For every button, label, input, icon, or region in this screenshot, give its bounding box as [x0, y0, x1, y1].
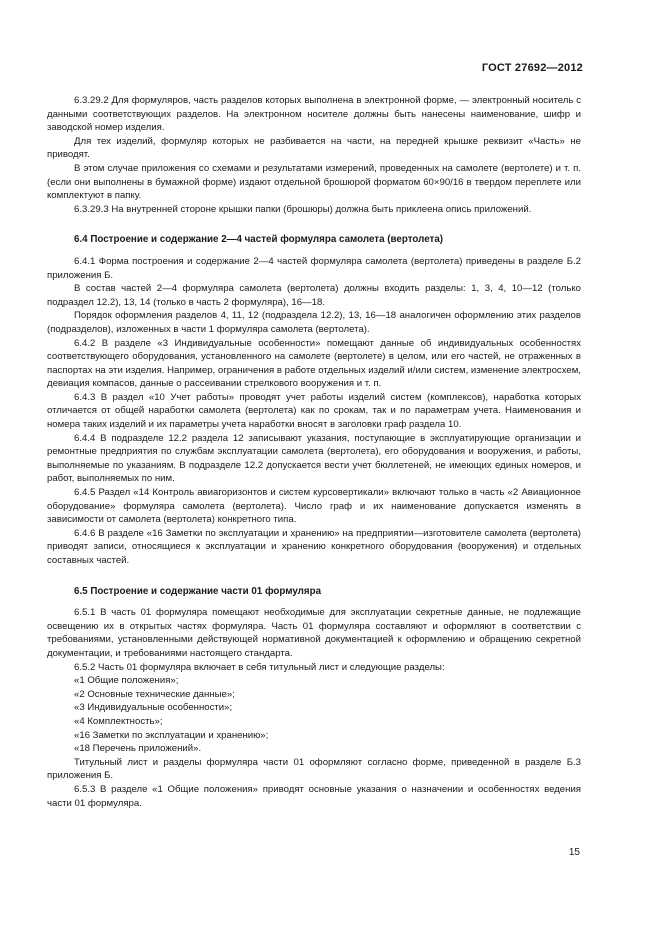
list-item: «18 Перечень приложений». [74, 743, 202, 755]
paragraph: Титульный лист и разделы формуляра части 01 оформляют согласно форме, приведенной в разделе Б.3 приложения Б. [47, 756, 581, 782]
document-code: ГОСТ 27692—2012 [481, 62, 583, 74]
paragraph: 6.3.29.2 Для формуляров, часть разделов которых выполнена в электронной форме, — электронный носитель с данными соответствующих разделов. На электронном носителе должны быть нанесены наименование, шифр и заводской номер изделия. [47, 95, 581, 134]
spacer [47, 568, 581, 585]
paragraph: Для тех изделий, формуляр которых не разбивается на части, на передней крышке реквизит «Часть» не приводят. [47, 135, 581, 161]
paragraph: Порядок оформления разделов 4, 11, 12 (подраздела 12.2), 13, 16—18 аналогичен оформлению этих разделов (подразделов), изложенных в части 1 формуляра самолета (вертолета). [47, 310, 581, 335]
spacer [47, 216, 581, 233]
paragraph: 6.4.1 Форма построения и содержание 2—4 частей формуляра самолета (вертолета) приведены в разделе Б.2 приложения Б. [47, 255, 581, 281]
paragraph: 6.5.3 В разделе «1 Общие положения» приводят основные указания о назначении и особенностях ведения части 01 формуляра. [47, 783, 581, 809]
paragraph: В состав частей 2—4 формуляра самолета (вертолета) должны входить разделы: 1, 3, 4, 10—12 (только подраздел 12.2), 13, 14 (только в часть 2 формуляра), 16—18. [47, 283, 581, 308]
list-item: «1 Общие положения»; [74, 675, 179, 687]
list-item: «4 Комплектность»; [74, 715, 163, 727]
page-body [47, 94, 581, 810]
paragraph: 6.4.6 В разделе «16 Заметки по эксплуатации и хранению» на предприятии—изготовителе самолета (вертолета) приводят записи, относящиеся к эксплуатации и хранению конкретного оборудования (вооружения) и отдельных составных частей. [47, 527, 581, 566]
paragraph: 6.5.2 Часть 01 формуляра включает в себя титульный лист и следующие разделы: [74, 661, 445, 673]
paragraph: 6.4.4 В подразделе 12.2 раздела 12 записывают указания, поступающие в эксплуатирующие организации и ремонтные предприятия по службам эксплуатации самолета (вертолета), его оборудования и вооружения, и работы, выполняемые по указаниям. В подразделе 12.2 допускается вести учет бюллетеней, не имеющих единых номеров, и работ, выполняемых по ним. [47, 432, 581, 485]
paragraph: 6.5.1 В часть 01 формуляра помещают необходимые для эксплуатации секретные данные, не подлежащие освещению их в открытых частях формуляра. Часть 01 формуляра составляют и оформляют в соответствии с требованиями, установленными действующей нормативной документацией к оформлению и обращению секретной документации, и требованиями настоящего стандарта. [47, 607, 581, 659]
paragraph: 6.4.3 В раздел «10 Учет работы» проводят учет работы изделий систем (комплексов), наработка которых отличается от общей наработки самолета (вертолета) как по срокам, так и по параметрам учета. Наименования и номера таких изделий и их параметры учета наработки вносят в заголовки граф раздела 10. [47, 391, 581, 431]
section-heading: 6.5 Построение и содержание части 01 формуляра [74, 585, 322, 597]
paragraph: В этом случае приложения со схемами и результатами измерений, проведенных на самолете (вертолете) и т. п. (если они выполнены в бумажной форме) издают отдельной брошюрой форматом 60×90/16 в твердом переплете или комплектуют в папку. [47, 162, 581, 202]
spacer [47, 598, 581, 606]
paragraph: 6.4.5 Раздел «14 Контроль авиагоризонтов и систем курсовертикали» включают только в часть «2 Авиационное оборудование» формуляра самолета (вертолета). Число граф и их наименование допускается изменять в зависимости от самолета (вертолета) конкретного типа. [47, 487, 581, 526]
list-item: «3 Индивидуальные особенности»; [74, 702, 233, 714]
paragraph: 6.4.2 В разделе «3 Индивидуальные особенности» помещают данные об индивидуальных особенностях соответствующего оборудования, установленного на самолете (вертолете) в целом, или его частей, не отраженных в паспортах на эти изделия. Например, ограничения в работе отдельных изделий и/или систем, изменение электросхем, девиация компасов, данные о рассеивании стрелкового вооружения и т. п. [47, 337, 581, 390]
section-heading: 6.4 Построение и содержание 2—4 частей формуляра самолета (вертолета) [74, 234, 444, 246]
list-item: «2 Основные технические данные»; [74, 688, 235, 700]
paragraph: 6.3.29.3 На внутренней стороне крышки папки (брошюры) должна быть приклеена опись приложений. [74, 203, 532, 215]
spacer [47, 247, 581, 255]
page-number: 15 [568, 847, 580, 858]
list-item: «16 Заметки по эксплуатации и хранению»; [74, 729, 269, 741]
